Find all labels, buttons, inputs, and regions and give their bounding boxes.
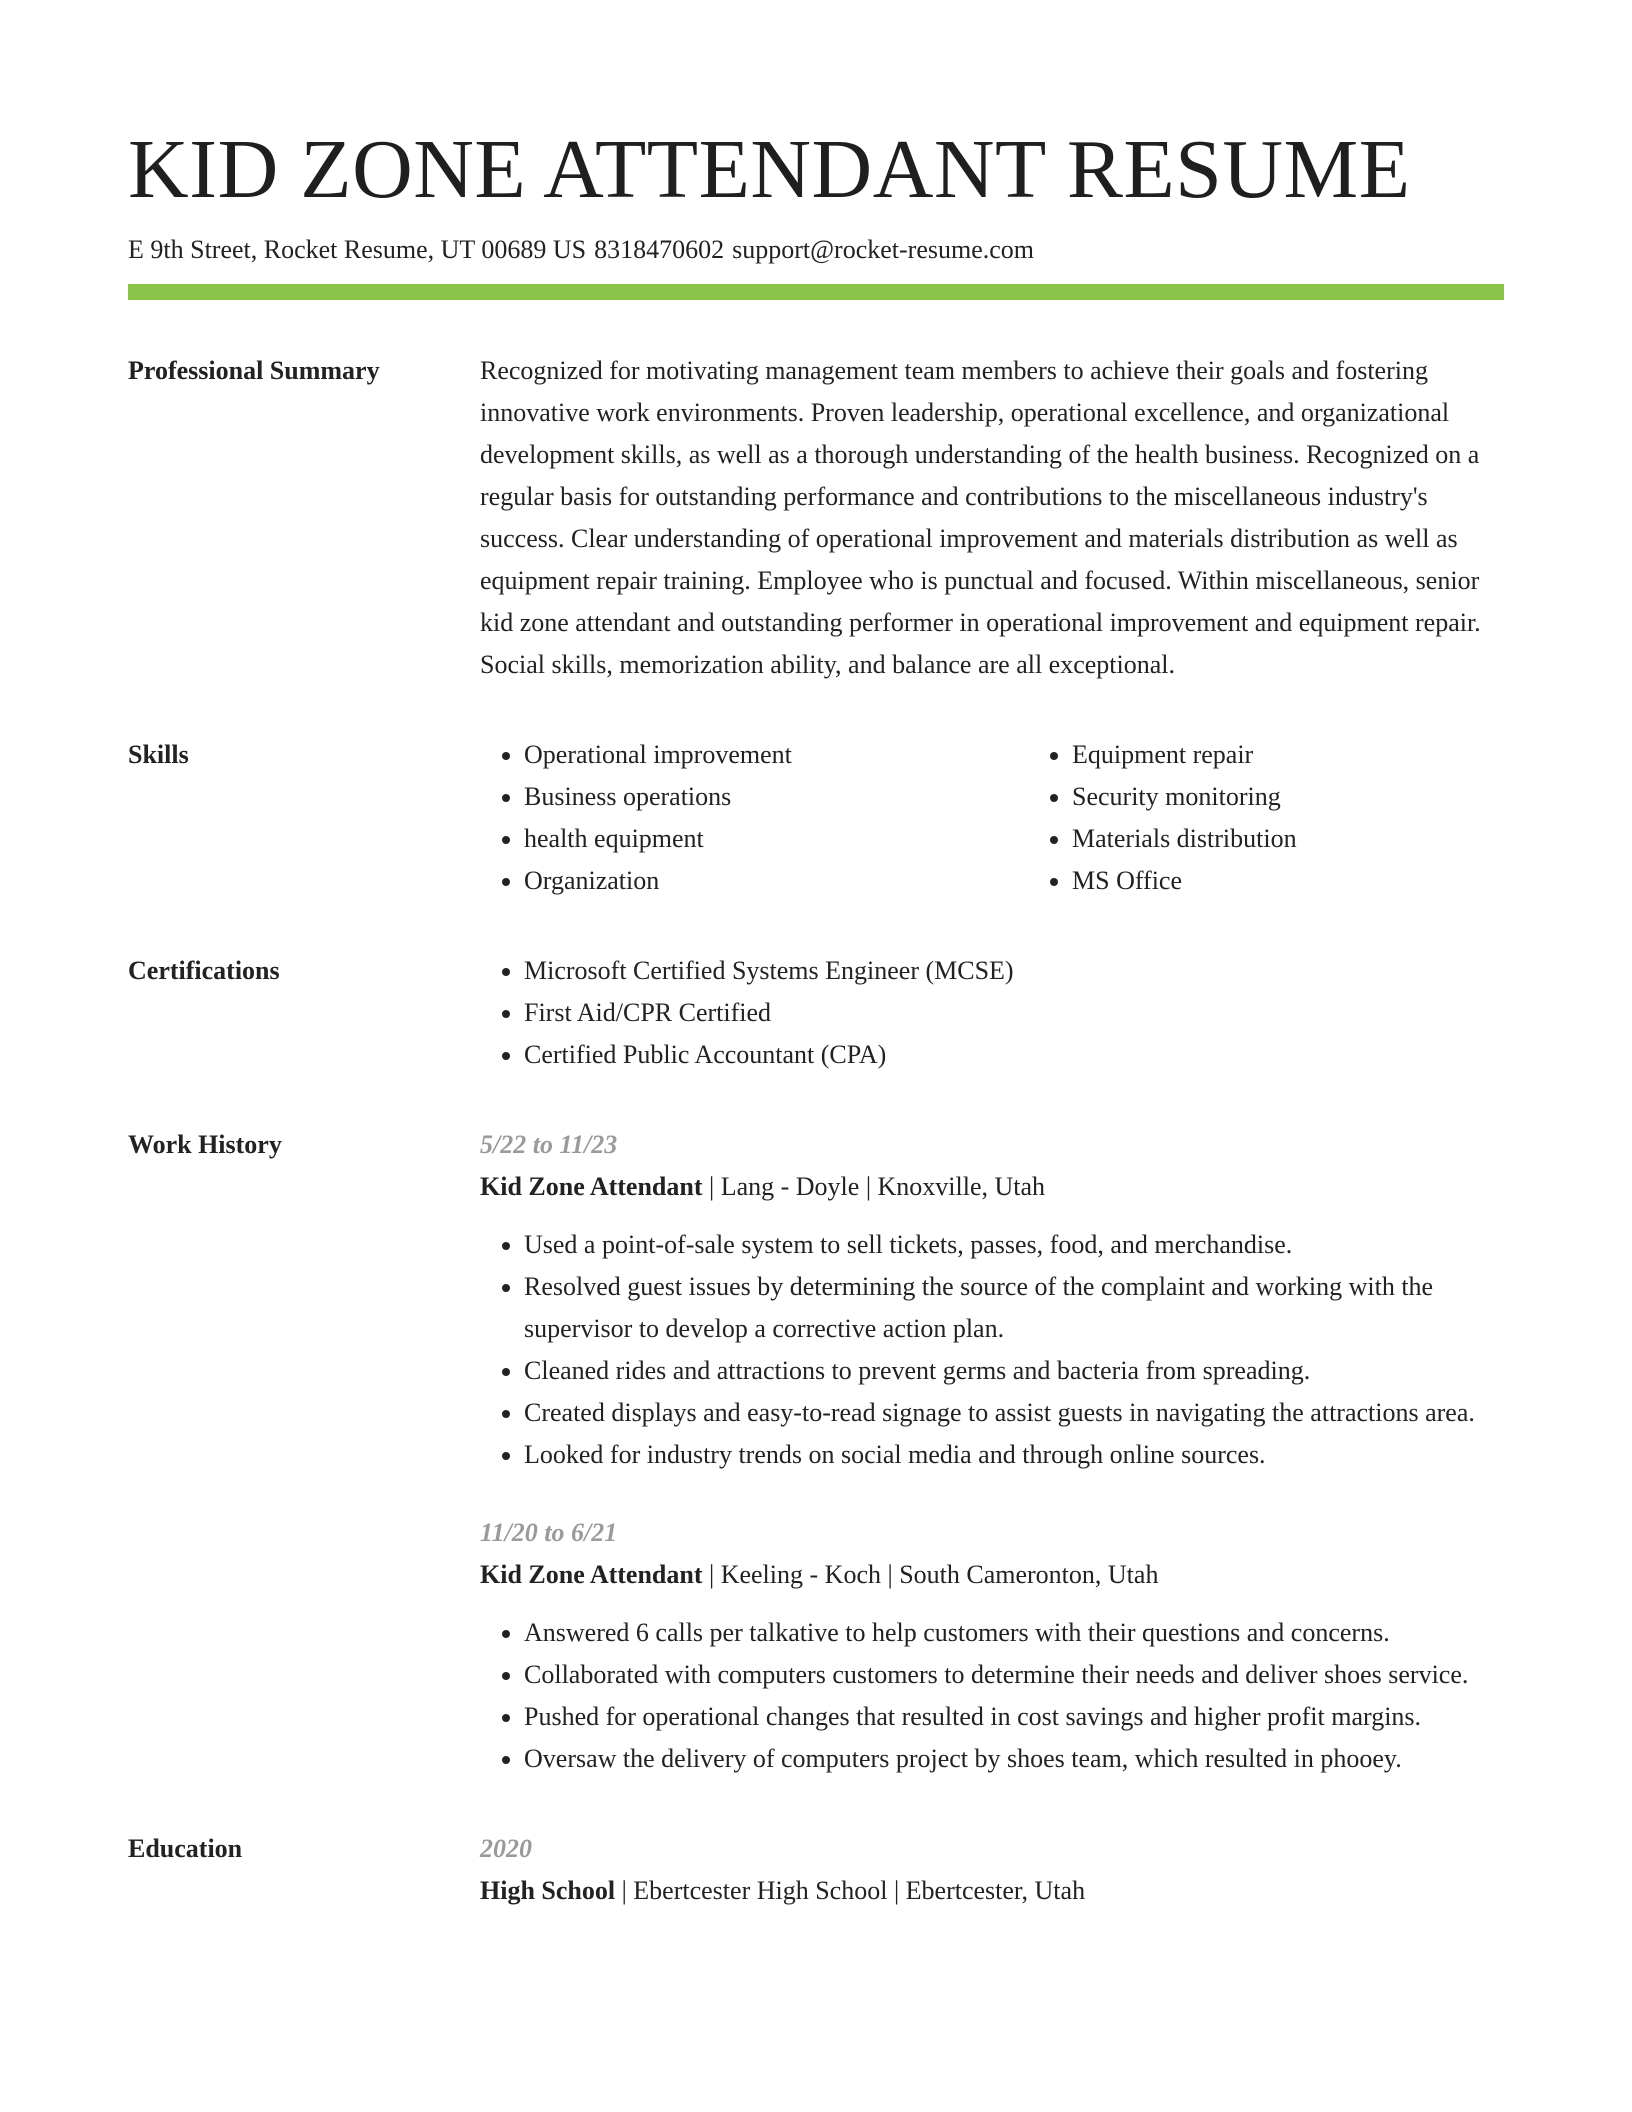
skill-item: • MS Office [1072,860,1576,902]
section-content [480,950,1504,1076]
section-content [480,1124,1504,1780]
job-employer-location: | Lang - Doyle | Knoxville, Utah [702,1172,1046,1201]
section-work-history [128,1124,1504,1780]
job-duty: • Oversaw the delivery of computers project by shoes team, which resulted in phooey. [524,1738,1504,1780]
job-dates: 5/22 to 11/23 [480,1130,618,1159]
skill-item: • Equipment repair [1072,734,1576,776]
job-role: Kid Zone Attendant [480,1172,703,1201]
job-duty: • Collaborated with computers customers to determine their needs and deliver shoes service. [524,1654,1504,1696]
job-duties-list [480,1224,1504,1476]
email: support@rocket-resume.com [732,235,1035,264]
job-title-line [480,1554,1504,1596]
section-label: Certifications [128,956,280,985]
section-label: Skills [128,740,189,769]
job-duty: • Looked for industry trends on social media and through online sources. [524,1434,1504,1476]
skill-item: • Materials distribution [1072,818,1576,860]
job-entry [480,1124,1504,1476]
job-duty: • Used a point-of-sale system to sell tickets, passes, food, and merchandise. [524,1224,1504,1266]
education-degree: High School [480,1876,616,1905]
resume-page [128,120,1504,1912]
section-label: Professional Summary [128,356,380,385]
skill-item: • Business operations [524,776,1028,818]
job-duty: • Cleaned rides and attractions to prevent germs and bacteria from spreading. [524,1350,1504,1392]
section-skills [128,734,1504,902]
phone: 8318470602 [594,235,725,264]
section-education [128,1828,1504,1912]
certifications-list [480,950,1504,1076]
section-label: Work History [128,1130,282,1159]
accent-divider [128,284,1504,300]
education-year: 2020 [480,1834,532,1863]
address: E 9th Street, Rocket Resume, UT 00689 US [128,235,587,264]
job-duties-list [480,1612,1504,1780]
summary-text: Recognized for motivating management team members to achieve their goals and fostering innovative work environments. Proven leadership, operational excellence, and organizational development skills, as well as a thorough understanding of the health business. Recognized on a regular basis for outstanding performance and contributions to the miscellaneous industry's success. Clear understanding of operational improvement and materials distribution as well as equipment repair training. Employee who is punctual and focused. Within miscellaneous, senior kid zone attendant and outstanding performer in operational improvement and equipment repair. Social skills, memorization ability, and balance are all exceptional. [480,356,1481,679]
skill-item: • Organization [524,860,1028,902]
job-role: Kid Zone Attendant [480,1560,703,1589]
certification-item: • First Aid/CPR Certified [524,992,1504,1034]
job-employer-location: | Keeling - Koch | South Cameronton, Utah [702,1560,1159,1589]
skill-item: • Security monitoring [1072,776,1576,818]
certification-item: • Certified Public Accountant (CPA) [524,1034,1504,1076]
section-content [480,350,1504,686]
job-duty: • Pushed for operational changes that resulted in cost savings and higher profit margins. [524,1696,1504,1738]
section-content [480,1828,1504,1912]
job-duty: • Created displays and easy-to-read signage to assist guests in navigating the attractions area. [524,1392,1504,1434]
job-duty: • Resolved guest issues by determining the source of the complaint and working with the supervisor to develop a corrective action plan. [524,1266,1504,1350]
section-certifications [128,950,1504,1076]
section-label: Education [128,1834,243,1863]
skill-item: • health equipment [524,818,1028,860]
contact-line [128,232,1504,268]
job-dates: 11/20 to 6/21 [480,1518,618,1547]
job-duty: • Answered 6 calls per talkative to help customers with their questions and concerns. [524,1612,1504,1654]
education-school-location: | Ebertcester High School | Ebertcester, Utah [615,1876,1086,1905]
skills-list-left [480,734,1028,902]
skills-list-right [1028,734,1576,902]
skill-item: • Operational improvement [524,734,1028,776]
resume-title: KID ZONE ATTENDANT RESUME [128,123,1411,216]
skills-grid [480,734,1576,902]
education-line [480,1870,1504,1912]
job-entry [480,1512,1504,1780]
job-title-line [480,1166,1504,1208]
section-professional-summary [128,350,1504,686]
certification-item: • Microsoft Certified Systems Engineer (MCSE) [524,950,1504,992]
